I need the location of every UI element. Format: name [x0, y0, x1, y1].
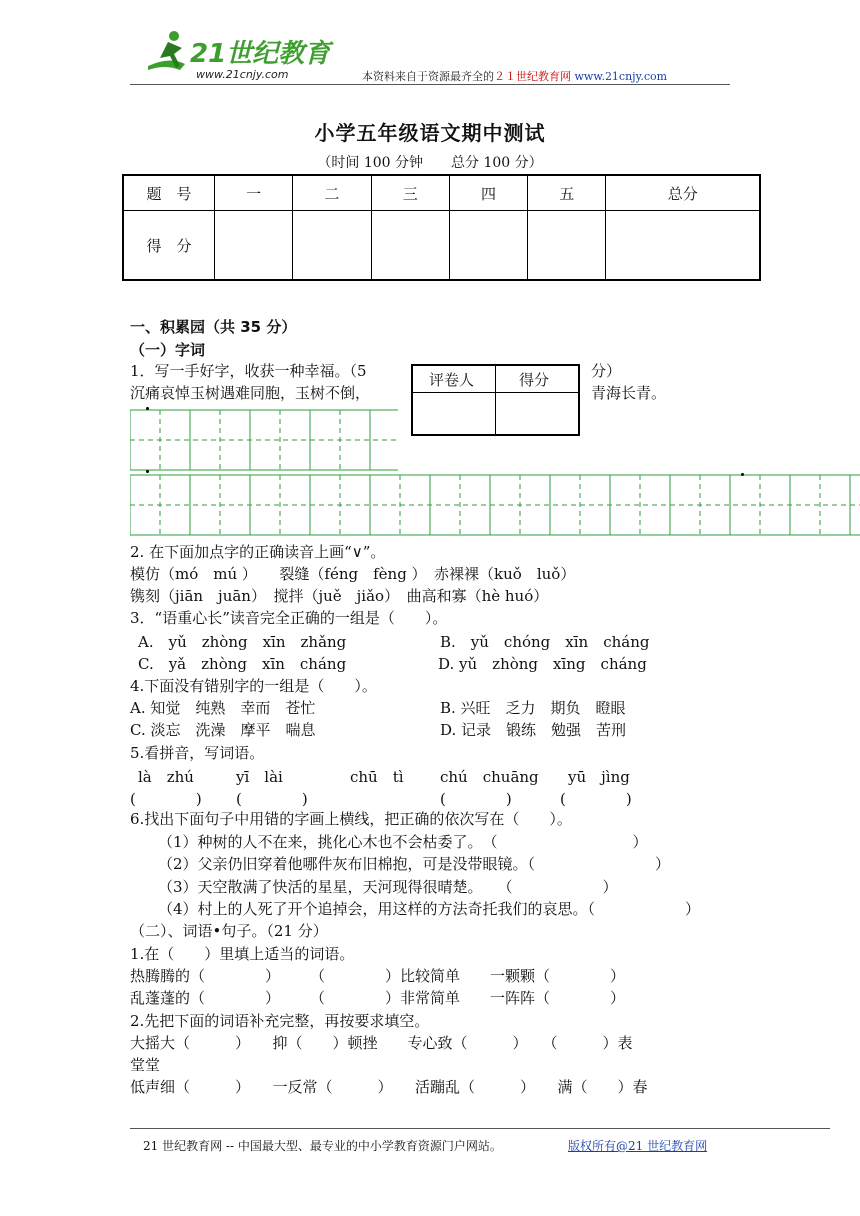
subsection-heading: （二）、词语•句子。（21 分）	[130, 922, 328, 940]
emphasis-dot	[146, 407, 149, 410]
choice-d: D. 记录 锻练 勉强 苦刑	[440, 721, 627, 739]
q6-item: （3）天空散满了快活的星星，天河现得很晴楚。 （ ）	[158, 878, 618, 896]
pinyin-item: yū jìng	[568, 768, 630, 786]
header-url-link[interactable]: www.21cnjy.com	[574, 70, 668, 83]
score-input-cell[interactable]	[215, 211, 293, 281]
question-1: 1．写一手好字，收获一种幸福。（5	[130, 362, 367, 380]
footer	[143, 1137, 708, 1154]
answer-blank[interactable]: ( )	[560, 790, 632, 808]
answer-blank[interactable]: ( )	[236, 790, 308, 808]
emphasis-dot	[146, 470, 149, 473]
score-input-cell[interactable]	[371, 211, 449, 281]
score-header-cell: 题 号	[123, 175, 215, 211]
score-header-cell: 三	[371, 175, 449, 211]
grader-score-label: 得分	[519, 371, 550, 389]
score-row-label: 得 分	[123, 211, 215, 281]
answer-blank[interactable]: ( )	[440, 790, 512, 808]
pinyin-item: là zhú	[138, 768, 194, 786]
question-2-options: 模仿（mó mú ） 裂缝（féng fèng ） 赤裸裸（kuǒ luǒ）	[130, 565, 576, 583]
question-6: 6.找出下面句子中用错的字画上横线，把正确的依次写在（ ）。	[130, 810, 572, 828]
score-input-cell[interactable]	[449, 211, 527, 281]
header-divider	[130, 84, 730, 85]
choice-b: B. 兴旺 乏力 期负 瞪眼	[440, 699, 626, 717]
answer-blank[interactable]: ( )	[130, 790, 202, 808]
score-header-cell: 一	[215, 175, 293, 211]
pinyin-item: yī lài	[236, 768, 283, 786]
pinyin-item: chū tì	[350, 768, 404, 786]
question-1-line2-end: 青海长青。	[591, 384, 667, 402]
score-input-cell[interactable]	[606, 211, 760, 281]
score-table	[122, 174, 761, 281]
header-note-text: 本资料来自于资源最齐全的	[362, 70, 494, 83]
score-header-cell: 五	[528, 175, 606, 211]
choice-d: D. yǔ zhòng xīng cháng	[438, 655, 647, 673]
footer-divider	[130, 1128, 830, 1129]
page-title: 小学五年级语文期中测试	[314, 121, 546, 145]
question-1-line2: 沉痛哀悼玉树遇难同胞，玉树不倒，	[130, 384, 371, 402]
fill-line: 热腾腾的（ ） （ ）比较简单 一颗颗（ ）	[130, 967, 626, 985]
score-header-cell: 总分	[606, 175, 760, 211]
subsection-heading: （一）字词	[130, 341, 206, 359]
choice-b: B. yǔ chóng xīn cháng	[440, 633, 650, 651]
header-site-link[interactable]: ２１世纪教育网	[494, 70, 571, 83]
question-5: 5.看拼音，写词语。	[130, 744, 265, 762]
choice-c: C. 淡忘 洗澡 摩平 喘息	[130, 721, 316, 739]
fill-line: 乱蓬蓬的（ ） （ ）非常简单 一阵阵（ ）	[130, 989, 626, 1007]
score-header-cell: 四	[449, 175, 527, 211]
fill-line: 低声细（ ） 一反常（ ） 活蹦乱（ ） 满（ ）春	[130, 1078, 648, 1096]
q6-item: （4）村上的人死了开个追掉会，用这样的方法奇托我们的哀思。（ ）	[158, 900, 701, 918]
emphasis-dot	[741, 473, 744, 476]
svg-text:21世纪教育: 21世纪教育	[190, 39, 331, 69]
pinyin-item: chú chuāng	[440, 768, 539, 786]
question-8: 2.先把下面的词语补充完整，再按要求填空。	[130, 1012, 430, 1030]
site-logo	[140, 26, 335, 84]
score-input-cell[interactable]	[528, 211, 606, 281]
question-3: 3．“语重心长”读音完全正确的一组是（ ）。	[130, 609, 448, 627]
page-subtitle: （时间 100 分钟 总分 100 分）	[317, 155, 543, 171]
question-1-end: 分）	[591, 362, 622, 380]
score-header-cell: 二	[293, 175, 371, 211]
choice-a: A. yǔ zhòng xīn zhǎng	[138, 633, 347, 651]
copyright-link[interactable]: 版权所有@21 世纪教育网	[568, 1139, 708, 1153]
fill-line: 堂堂	[130, 1056, 161, 1074]
score-input-cell[interactable]	[293, 211, 371, 281]
q6-item: （2）父亲仍旧穿着他哪件灰布旧棉抱，可是没带眼镜。（ ）	[158, 855, 671, 873]
choice-a: A. 知觉 纯熟 幸而 苍忙	[130, 699, 316, 717]
grader-label: 评卷人	[429, 371, 475, 389]
header-note	[362, 68, 667, 84]
grader-box	[411, 364, 580, 436]
section-heading: 一、积累园（共 35 分）	[130, 318, 297, 336]
q6-item: （1）种树的人不在来，挑化心木也不会枯委了。 （ ）	[158, 833, 648, 851]
question-2-options: 镌刻（jiān juān） 搅拌（juě jiǎo） 曲高和寡（hè huó）	[130, 587, 549, 605]
svg-text:www.21cnjy.com: www.21cnjy.com	[196, 68, 289, 81]
choice-c: C. yǎ zhòng xīn cháng	[138, 655, 347, 673]
question-7: 1.在（ ）里填上适当的词语。	[130, 945, 355, 963]
footer-text: 21 世纪教育网 -- 中国最大型、最专业的中小学教育资源门户网站。	[143, 1139, 502, 1153]
question-4: 4.下面没有错别字的一组是（ ）。	[130, 677, 377, 695]
question-2: 2. 在下面加点字的正确读音上画“∨”。	[130, 543, 386, 561]
fill-line: 大摇大（ ） 抑（ ）顿挫 专心致（ ） （ ）表	[130, 1034, 633, 1052]
